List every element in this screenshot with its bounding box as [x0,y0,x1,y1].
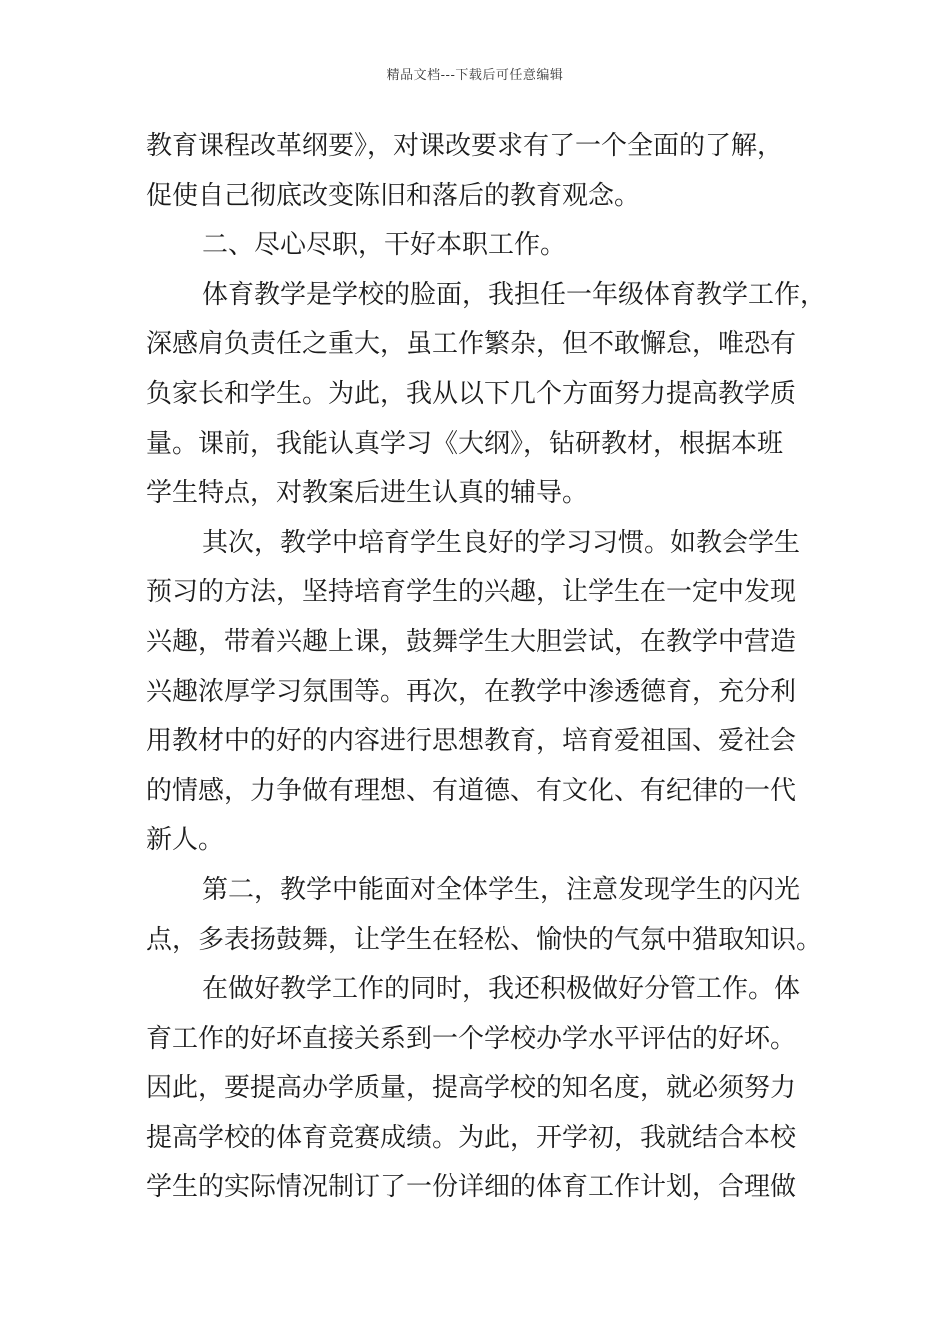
document-body [146,122,827,1213]
text-line: 其次，教学中培育学生良好的学习习惯。如教会学生 [202,527,801,558]
text-line: 学生的实际情况制订了一份详细的体育工作计划，合理做 [146,1172,797,1203]
text-line: 第二，教学中能面对全体学生，注意发现学生的闪光 [202,874,801,905]
text-line: 在做好教学工作的同时，我还积极做好分管工作。体 [202,974,801,1005]
text-line: 预习的方法，坚持培育学生的兴趣，让学生在一定中发现 [146,577,797,608]
text-line: 点，多表扬鼓舞，让学生在轻松、愉快的气氛中猎取知识。 [146,924,823,955]
text-line: 的情感，力争做有理想、有道德、有文化、有纪律的一代 [146,775,797,806]
text-line: 量。课前，我能认真学习《大纲》，钻研教材，根据本班 [146,428,784,459]
text-line: 促使自己彻底改变陈旧和落后的教育观念。 [146,180,641,211]
text-line: 深感肩负责任之重大，虽工作繁杂，但不敢懈怠，唯恐有 [146,329,797,360]
text-line: 教育课程改革纲要》，对课改要求有了一个全面的了解， [146,131,784,161]
text-line: 因此，要提高办学质量，提高学校的知名度，就必须努力 [146,1073,797,1104]
text-line: 育工作的好坏直接关系到一个学校办学水平评估的好坏。 [146,1023,797,1054]
text-line: 提高学校的体育竞赛成绩。为此，开学初，我就结合本校 [146,1122,797,1153]
section-heading: 二、尽心尽职，干好本职工作。 [202,230,567,261]
text-line: 用教材中的好的内容进行思想教育，培育爱祖国、爱社会 [146,726,797,757]
text-line: 体育教学是学校的脸面，我担任一年级体育教学工作， [202,279,827,310]
text-line: 学生特点，对教案后进生认真的辅导。 [146,478,589,509]
text-line: 负家长和学生。为此，我从以下几个方面努力提高教学质 [146,378,797,409]
page-header: 精品文档---下载后可任意编辑 [386,68,564,83]
text-line: 兴趣浓厚学习氛围等。再次，在教学中渗透德育，充分利 [146,676,797,707]
text-line: 新人。 [146,825,225,856]
text-line: 兴趣，带着兴趣上课，鼓舞学生大胆尝试，在教学中营造 [146,626,797,657]
